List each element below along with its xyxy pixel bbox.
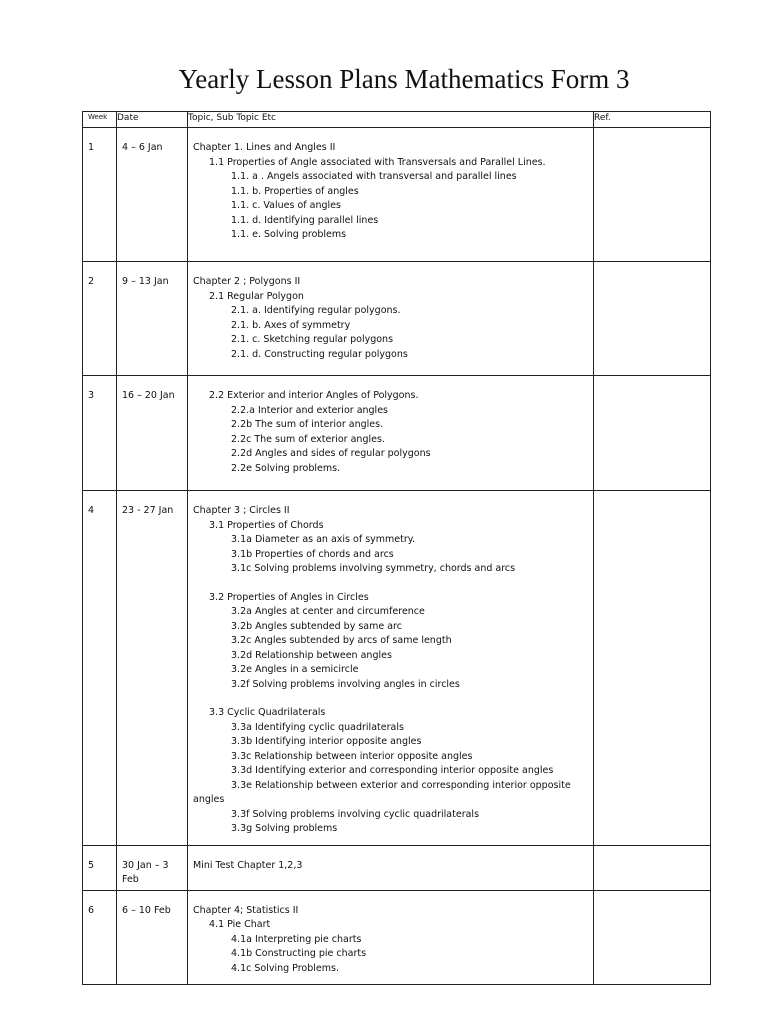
table-row <box>83 491 711 846</box>
lesson-line: 3.2d Relationship between angles <box>231 649 392 661</box>
ref-cell <box>594 491 711 846</box>
column-header-week: Week <box>83 112 117 128</box>
lesson-line: 3.3d Identifying exterior and corresponding interior opposite angles <box>231 765 554 776</box>
lesson-line: 2.1. a. Identifying regular polygons. <box>231 305 401 316</box>
page-title: Yearly Lesson Plans Mathematics Form 3 <box>178 64 630 94</box>
lesson-line: 1.1. d. Identifying parallel lines <box>231 214 379 226</box>
subtopic-line: 3.1 Properties of Chords <box>209 519 324 531</box>
date-cell: 9 – 13 Jan <box>117 262 188 376</box>
chapter-line: Chapter 4; Statistics II <box>193 904 299 916</box>
subtopic-line: 2.2 Exterior and interior Angles of Polygons. <box>209 390 419 401</box>
lesson-line: 1.1. a . Angels associated with transversal and parallel lines <box>231 171 517 182</box>
date-cell: 6 – 10 Feb <box>117 890 188 985</box>
lesson-line: 3.3g Solving problems <box>231 823 338 834</box>
lesson-line: 3.3f Solving problems involving cyclic quadrilaterals <box>231 808 480 820</box>
lesson-line: 4.1c Solving Problems. <box>231 962 339 974</box>
date-cell: 16 – 20 Jan <box>117 376 188 491</box>
lesson-plan-table <box>82 111 711 985</box>
ref-cell <box>594 376 711 491</box>
week-cell: 3 <box>83 376 117 491</box>
chapter-line: Chapter 3 ; Circles II <box>193 505 290 516</box>
lesson-line: 2.2c The sum of exterior angles. <box>231 433 385 445</box>
topic-cell <box>188 376 594 491</box>
lesson-line: 4.1a Interpreting pie charts <box>231 933 362 945</box>
lesson-line: 3.1b Properties of chords and arcs <box>231 548 394 560</box>
ref-cell <box>594 262 711 376</box>
lesson-line: 3.3b Identifying interior opposite angles <box>231 736 422 747</box>
ref-cell <box>594 845 711 890</box>
topic-cell <box>188 491 594 846</box>
column-header-ref: Ref. <box>594 112 711 128</box>
lesson-line: 1.1. c. Values of angles <box>231 200 341 211</box>
ref-cell <box>594 890 711 985</box>
lesson-line: 2.1. d. Constructing regular polygons <box>231 348 408 360</box>
table-row <box>83 262 711 376</box>
lesson-line: 2.2b The sum of interior angles. <box>231 419 384 430</box>
table-row <box>83 376 711 491</box>
date-cell: 30 Jan – 3 Feb <box>117 845 188 890</box>
lesson-line: 1.1. b. Properties of angles <box>231 185 359 197</box>
lesson-line: 2.2e Solving problems. <box>231 462 341 474</box>
lesson-line: 3.1c Solving problems involving symmetry, chords and arcs <box>231 563 516 574</box>
topic-cell <box>188 845 594 890</box>
ref-cell <box>594 128 711 262</box>
subtopic-line: 4.1 Pie Chart <box>209 919 271 930</box>
week-cell: 5 <box>83 845 117 890</box>
table-header-row <box>83 112 711 128</box>
topic-cell <box>188 262 594 376</box>
lesson-line: 2.1. b. Axes of symmetry <box>231 319 351 331</box>
lesson-line: 2.2.a Interior and exterior angles <box>231 404 388 416</box>
topic-spacer <box>193 577 589 591</box>
week-cell: 6 <box>83 890 117 985</box>
week-cell: 1 <box>83 128 117 262</box>
column-header-topic: Topic, Sub Topic Etc <box>188 112 594 128</box>
lesson-line: 3.2a Angles at center and circumference <box>231 606 425 617</box>
date-cell: 4 – 6 Jan <box>117 128 188 262</box>
table-row <box>83 845 711 890</box>
chapter-line: Mini Test Chapter 1,2,3 <box>193 859 303 871</box>
lesson-line: 3.2b Angles subtended by same arc <box>231 620 402 632</box>
table-row <box>83 128 711 262</box>
subtopic-line: 2.1 Regular Polygon <box>209 290 304 302</box>
subtopic-line: 3.3 Cyclic Quadrilaterals <box>209 707 326 718</box>
date-cell: 23 - 27 Jan <box>117 491 188 846</box>
week-cell: 2 <box>83 262 117 376</box>
lesson-line: 3.3c Relationship between interior opposite angles <box>231 750 473 762</box>
column-header-date: Date <box>117 112 188 128</box>
lesson-line: 4.1b Constructing pie charts <box>231 948 367 959</box>
topic-spacer <box>193 692 589 706</box>
topic-cell <box>188 890 594 985</box>
table-row <box>83 890 711 985</box>
week-cell: 4 <box>83 491 117 846</box>
chapter-line: angles <box>193 794 225 805</box>
lesson-line: 2.1. c. Sketching regular polygons <box>231 334 394 345</box>
lesson-line: 3.2f Solving problems involving angles in circles <box>231 678 460 690</box>
subtopic-line: 3.2 Properties of Angles in Circles <box>209 591 369 603</box>
lesson-line: 3.2c Angles subtended by arcs of same length <box>231 635 452 646</box>
lesson-line: 1.1. e. Solving problems <box>231 229 347 240</box>
lesson-line: 3.2e Angles in a semicircle <box>231 664 359 675</box>
chapter-line: Chapter 2 ; Polygons II <box>193 276 301 287</box>
chapter-line: Chapter 1. Lines and Angles II <box>193 142 336 153</box>
lesson-line: 3.3e Relationship between exterior and corresponding interior opposite <box>231 779 571 791</box>
lesson-line: 3.3a Identifying cyclic quadrilaterals <box>231 721 404 733</box>
topic-cell <box>188 128 594 262</box>
lesson-line: 2.2d Angles and sides of regular polygons <box>231 448 431 459</box>
lesson-line: 3.1a Diameter as an axis of symmetry. <box>231 534 416 545</box>
subtopic-line: 1.1 Properties of Angle associated with Transversals and Parallel Lines. <box>209 156 546 168</box>
